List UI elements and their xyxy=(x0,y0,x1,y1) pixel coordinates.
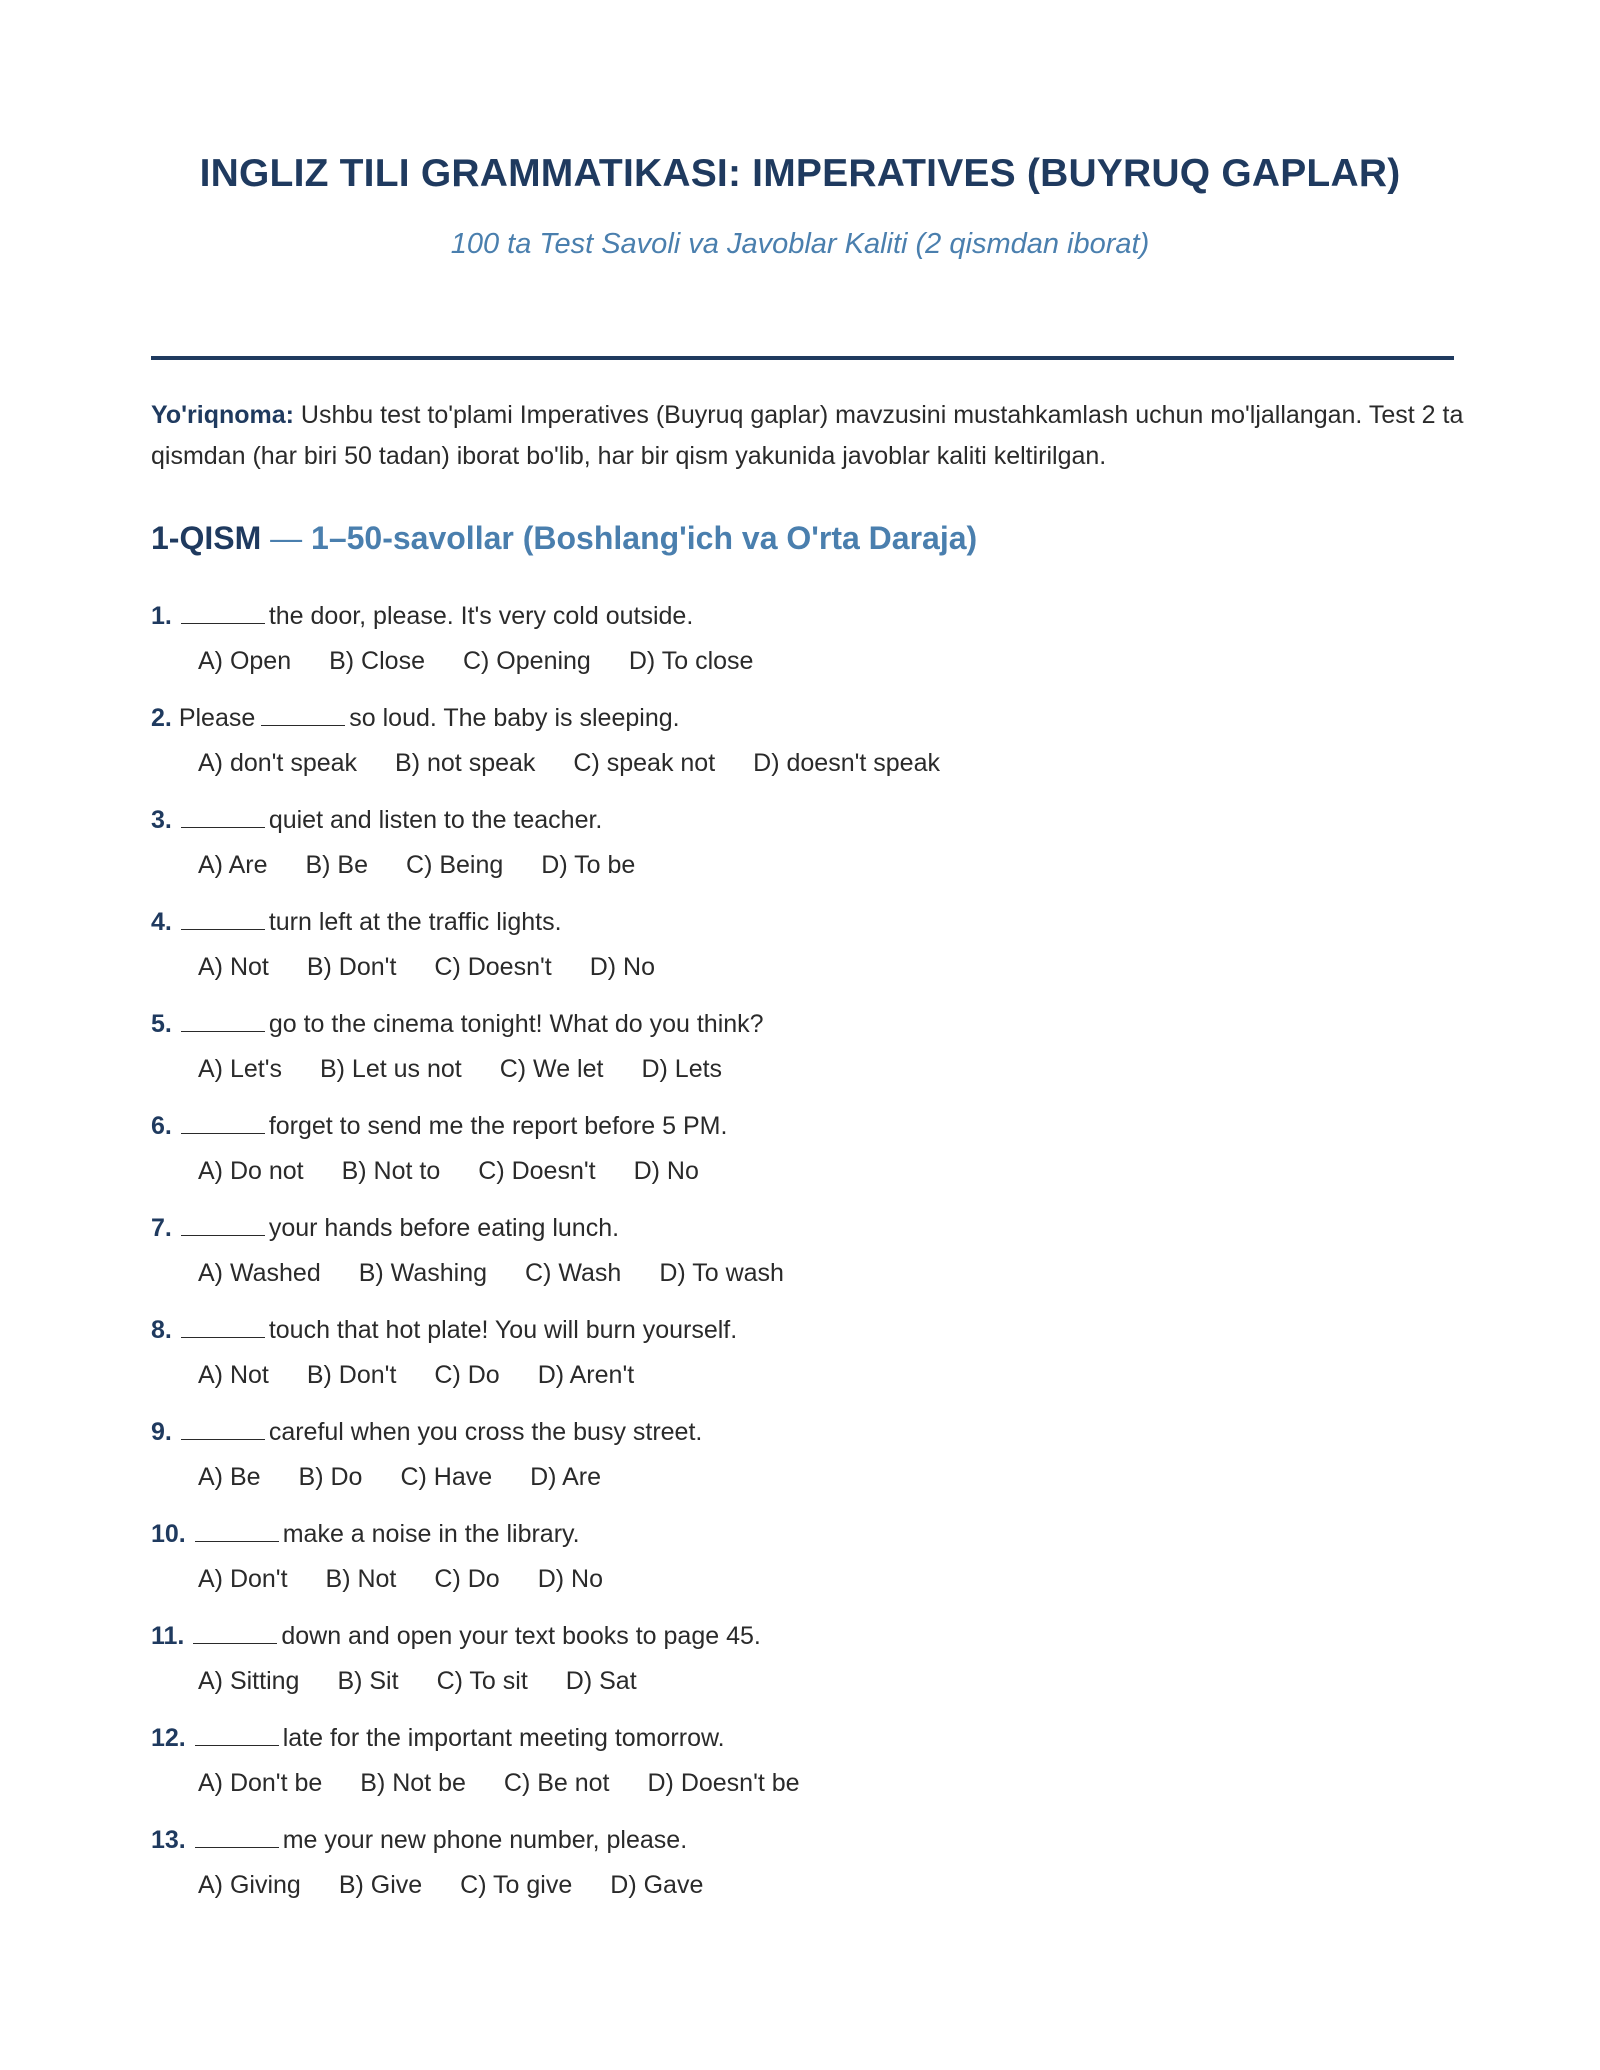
answer-option[interactable]: D) No xyxy=(633,1157,699,1185)
answer-option[interactable]: C) speak not xyxy=(573,749,716,777)
answer-option[interactable]: D) Sat xyxy=(565,1667,637,1695)
answer-options xyxy=(151,1050,1451,1088)
answer-blank xyxy=(181,1213,265,1236)
question-item xyxy=(151,800,1451,902)
question-text: careful when you cross the busy street. xyxy=(268,1418,703,1446)
question-list xyxy=(151,596,1451,1922)
question-number: 12. xyxy=(151,1724,186,1752)
instructions-text: Ushbu test to'plami Imperatives (Buyruq gaplar) mavzusini mustahkamlash uchun mo'ljallangan. Test 2 ta qismdan (har biri 50 tadan) iborat bo'lib, har bir qism yakunida javoblar kaliti keltirilgan. xyxy=(151,401,1464,470)
answer-blank xyxy=(181,1111,265,1134)
answer-blank xyxy=(181,1315,265,1338)
question-text: go to the cinema tonight! What do you think? xyxy=(268,1010,764,1038)
question-item xyxy=(151,1310,1451,1412)
answer-option[interactable]: B) Let us not xyxy=(319,1055,462,1083)
answer-option[interactable]: C) To sit xyxy=(436,1667,528,1695)
question-number: 10. xyxy=(151,1520,186,1548)
question-text: late for the important meeting tomorrow. xyxy=(282,1724,725,1752)
answer-blank xyxy=(181,1009,265,1032)
answer-option[interactable]: B) Not be xyxy=(360,1769,466,1797)
answer-option[interactable]: C) Being xyxy=(406,851,504,879)
question-line xyxy=(151,1616,1451,1656)
question-line xyxy=(151,1208,1451,1248)
question-item xyxy=(151,1004,1451,1106)
question-line xyxy=(151,1004,1451,1044)
answer-options xyxy=(151,1356,1451,1394)
answer-option[interactable]: C) Do xyxy=(434,1361,500,1389)
answer-option[interactable]: A) Not xyxy=(198,1361,269,1389)
instructions xyxy=(151,395,1471,477)
answer-option[interactable]: C) Have xyxy=(400,1463,493,1491)
question-text: your hands before eating lunch. xyxy=(268,1214,620,1242)
question-line xyxy=(151,800,1451,840)
answer-option[interactable]: C) Doesn't xyxy=(478,1157,596,1185)
section-id: 1-QISM xyxy=(151,520,262,556)
answer-option[interactable]: B) Don't xyxy=(306,1361,397,1389)
answer-option[interactable]: D) No xyxy=(537,1565,603,1593)
answer-options xyxy=(151,744,1451,782)
question-line xyxy=(151,902,1451,942)
answer-options xyxy=(151,642,1451,680)
question-number: 11. xyxy=(151,1622,185,1650)
question-text: the door, please. It's very cold outside. xyxy=(268,602,694,630)
answer-option[interactable]: D) No xyxy=(589,953,655,981)
question-item xyxy=(151,1208,1451,1310)
answer-option[interactable]: A) don't speak xyxy=(198,749,358,777)
question-text: turn left at the traffic lights. xyxy=(268,908,562,936)
section-heading xyxy=(151,520,977,557)
question-line xyxy=(151,1718,1451,1758)
question-line xyxy=(151,596,1451,636)
answer-blank xyxy=(181,907,265,930)
question-number: 3. xyxy=(151,806,172,834)
answer-option[interactable]: C) We let xyxy=(499,1055,604,1083)
answer-option[interactable]: B) Close xyxy=(329,647,425,675)
question-number: 5. xyxy=(151,1010,172,1038)
question-item xyxy=(151,1514,1451,1616)
answer-option[interactable]: D) Are xyxy=(530,1463,601,1491)
answer-option[interactable]: B) Do xyxy=(298,1463,363,1491)
answer-option[interactable]: B) Washing xyxy=(358,1259,488,1287)
answer-option[interactable]: C) Be not xyxy=(503,1769,610,1797)
answer-option[interactable]: D) To wash xyxy=(659,1259,784,1287)
answer-option[interactable]: D) To be xyxy=(541,851,636,879)
answer-option[interactable]: C) To give xyxy=(460,1871,573,1899)
answer-option[interactable]: A) Sitting xyxy=(198,1667,300,1695)
answer-option[interactable]: A) Don't xyxy=(198,1565,288,1593)
answer-option[interactable]: A) Open xyxy=(198,647,292,675)
answer-option[interactable]: B) Don't xyxy=(306,953,397,981)
answer-blank xyxy=(261,703,345,726)
title-divider xyxy=(151,356,1454,360)
question-text: me your new phone number, please. xyxy=(282,1826,688,1854)
question-text: down and open your text books to page 45. xyxy=(281,1622,761,1650)
answer-options xyxy=(151,846,1451,884)
answer-option[interactable]: D) Aren't xyxy=(537,1361,635,1389)
answer-blank xyxy=(181,1417,265,1440)
answer-blank xyxy=(181,601,265,624)
answer-options xyxy=(151,1152,1451,1190)
answer-blank xyxy=(195,1723,279,1746)
answer-options xyxy=(151,1560,1451,1598)
question-prefix: Please xyxy=(178,704,256,732)
question-item xyxy=(151,902,1451,1004)
answer-option[interactable]: D) Lets xyxy=(641,1055,723,1083)
question-number: 8. xyxy=(151,1316,172,1344)
answer-option[interactable]: B) Be xyxy=(305,851,369,879)
question-line xyxy=(151,1106,1451,1146)
question-item xyxy=(151,1820,1451,1922)
answer-option[interactable]: A) Let's xyxy=(198,1055,282,1083)
question-item xyxy=(151,698,1451,800)
section-range: 1–50-savollar (Boshlang'ich va O'rta Daraja) xyxy=(311,520,978,556)
answer-option[interactable]: A) Are xyxy=(198,851,268,879)
answer-option[interactable]: A) Be xyxy=(198,1463,261,1491)
page-subtitle: 100 ta Test Savoli va Javoblar Kaliti (2 qismdan iborat) xyxy=(450,228,1150,260)
answer-option[interactable]: A) Don't be xyxy=(198,1769,323,1797)
question-text: quiet and listen to the teacher. xyxy=(268,806,603,834)
answer-blank xyxy=(195,1825,279,1848)
answer-option[interactable]: D) Doesn't be xyxy=(647,1769,800,1797)
answer-option[interactable]: B) not speak xyxy=(395,749,536,777)
answer-option[interactable]: B) Sit xyxy=(337,1667,399,1695)
answer-options xyxy=(151,1458,1451,1496)
answer-options xyxy=(151,1662,1451,1700)
question-item xyxy=(151,1412,1451,1514)
answer-option[interactable]: D) doesn't speak xyxy=(753,749,940,777)
question-number: 6. xyxy=(151,1112,172,1140)
answer-option[interactable]: A) Not xyxy=(198,953,269,981)
answer-option[interactable]: D) Gave xyxy=(610,1871,704,1899)
question-line xyxy=(151,1514,1451,1554)
answer-option[interactable]: C) Opening xyxy=(462,647,591,675)
question-line xyxy=(151,1412,1451,1452)
answer-options xyxy=(151,1254,1451,1292)
answer-option[interactable]: B) Not xyxy=(325,1565,397,1593)
question-number: 7. xyxy=(151,1214,172,1242)
answer-blank xyxy=(193,1621,277,1644)
question-item xyxy=(151,596,1451,698)
question-number: 2. xyxy=(151,704,172,732)
answer-option[interactable]: A) Do not xyxy=(198,1157,304,1185)
answer-option[interactable]: D) To close xyxy=(628,647,754,675)
answer-blank xyxy=(195,1519,279,1542)
answer-option[interactable]: C) Wash xyxy=(525,1259,622,1287)
question-line xyxy=(151,1310,1451,1350)
question-number: 4. xyxy=(151,908,172,936)
answer-options xyxy=(151,1764,1451,1802)
page-title: INGLIZ TILI GRAMMATIKASI: IMPERATIVES (BUYRUQ GAPLAR) xyxy=(199,152,1401,195)
answer-option[interactable]: C) Doesn't xyxy=(434,953,552,981)
answer-option[interactable]: B) Not to xyxy=(341,1157,441,1185)
instructions-label: Yo'riqnoma: xyxy=(151,401,294,429)
question-number: 9. xyxy=(151,1418,172,1446)
answer-option[interactable]: A) Giving xyxy=(198,1871,301,1899)
question-item xyxy=(151,1106,1451,1208)
question-text: forget to send me the report before 5 PM. xyxy=(268,1112,728,1140)
answer-options xyxy=(151,1866,1451,1904)
question-item xyxy=(151,1718,1451,1820)
question-number: 13. xyxy=(151,1826,186,1854)
answer-options xyxy=(151,948,1451,986)
answer-option[interactable]: B) Give xyxy=(338,1871,423,1899)
question-item xyxy=(151,1616,1451,1718)
answer-option[interactable]: C) Do xyxy=(434,1565,500,1593)
question-text: make a noise in the library. xyxy=(282,1520,580,1548)
question-text: so loud. The baby is sleeping. xyxy=(349,704,680,732)
answer-option[interactable]: A) Washed xyxy=(198,1259,321,1287)
question-text: touch that hot plate! You will burn yourself. xyxy=(268,1316,738,1344)
question-number: 1. xyxy=(151,602,172,630)
question-line xyxy=(151,698,1451,738)
answer-blank xyxy=(181,805,265,828)
question-line xyxy=(151,1820,1451,1860)
section-dash: — xyxy=(261,520,312,556)
